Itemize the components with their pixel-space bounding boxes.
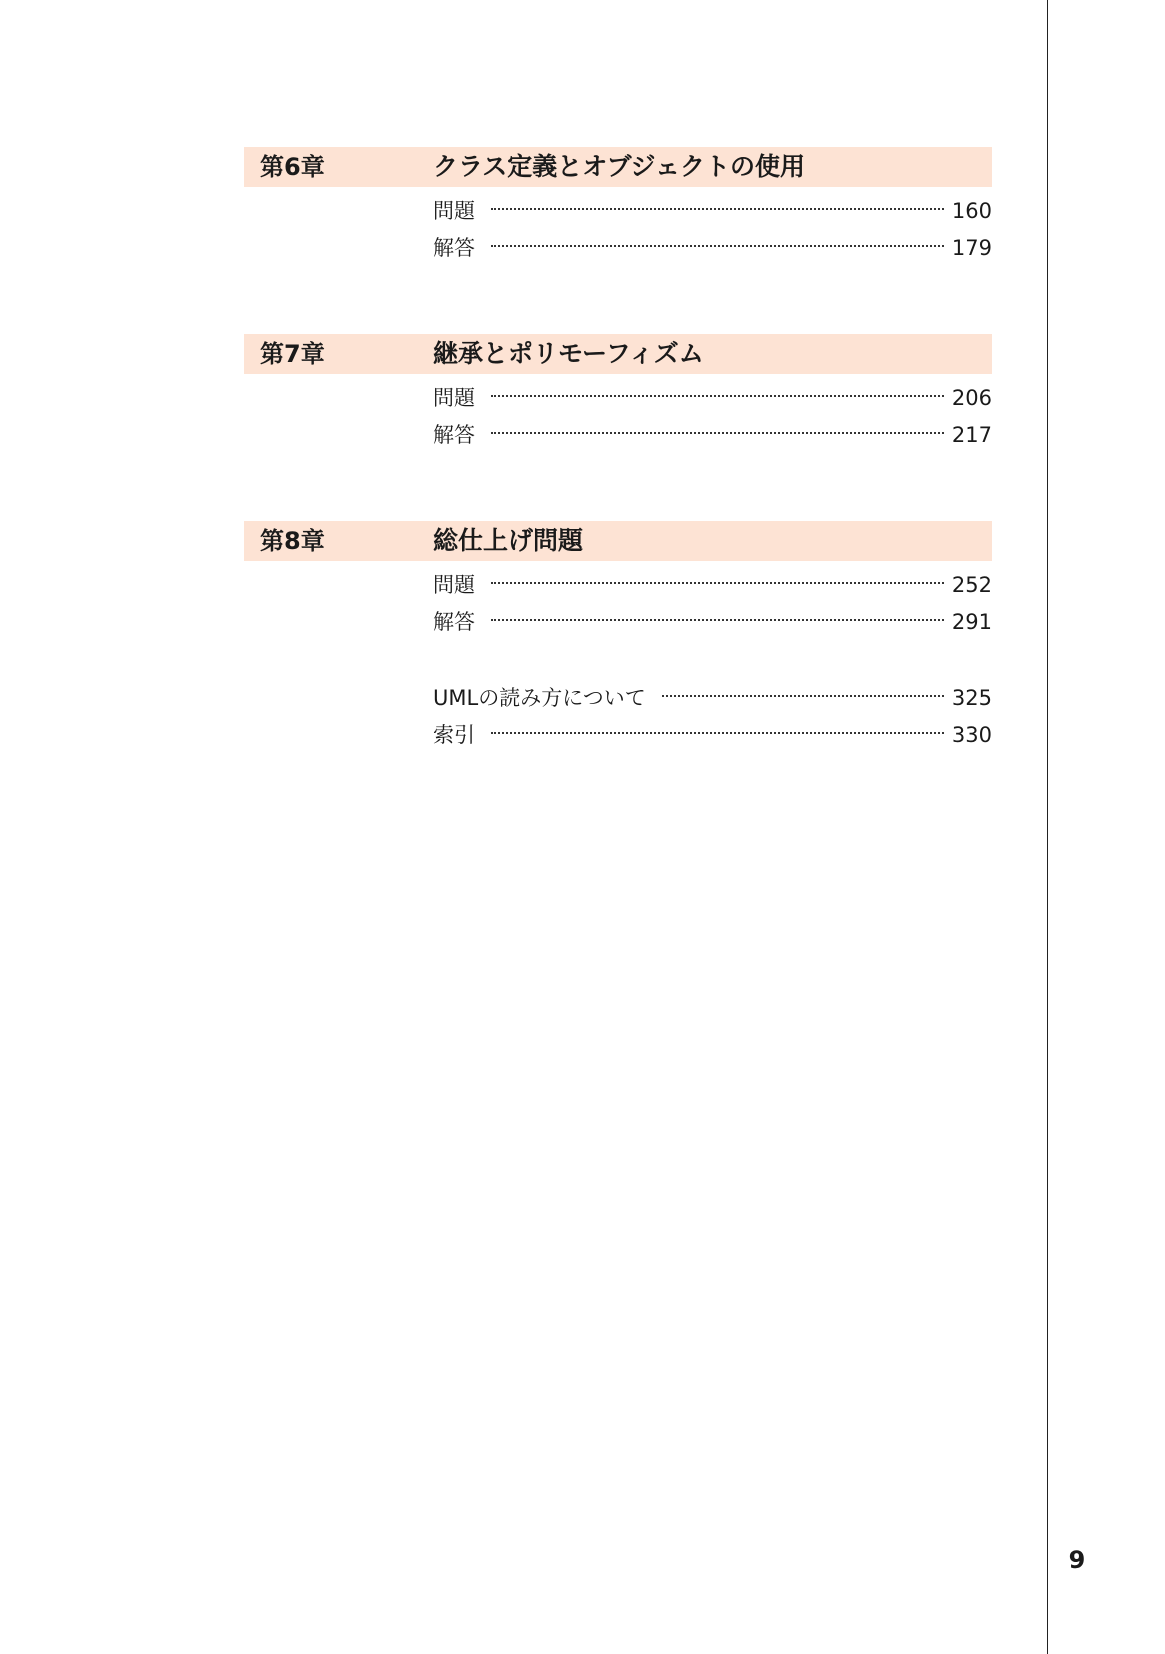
toc-entry-questions[interactable]	[433, 380, 992, 417]
page-edge-rule	[1047, 0, 1048, 1654]
toc-entry-answers[interactable]	[433, 604, 992, 641]
entry-label: 問題	[433, 199, 475, 223]
entry-label: 解答	[433, 423, 475, 447]
entry-page-number: 330	[951, 723, 992, 747]
chapter-8-section	[244, 521, 992, 641]
toc-entry-questions[interactable]	[433, 193, 992, 230]
chapter-6-heading[interactable]	[244, 147, 992, 187]
entry-label: 問題	[433, 573, 475, 597]
dot-leader	[491, 732, 944, 734]
appendix-entries	[433, 680, 992, 754]
dot-leader	[491, 432, 944, 434]
chapter-number: 第6章	[260, 153, 325, 181]
chapter-7-heading[interactable]	[244, 334, 992, 374]
toc-entry-answers[interactable]	[433, 230, 992, 267]
dot-leader	[491, 208, 944, 210]
chapter-7-entries	[433, 380, 992, 454]
chapter-6-section	[244, 147, 992, 267]
dot-leader	[491, 395, 944, 397]
dot-leader	[491, 245, 944, 247]
chapter-6-entries	[433, 193, 992, 267]
entry-page-number: 160	[951, 199, 992, 223]
chapter-title: 総仕上げ問題	[433, 526, 584, 555]
page-number: 9	[1068, 1546, 1086, 1574]
chapter-8-entries	[433, 567, 992, 641]
chapter-title: 継承とポリモーフィズム	[433, 339, 704, 368]
entry-page-number: 291	[951, 610, 992, 634]
chapter-8-heading[interactable]	[244, 521, 992, 561]
dot-leader	[491, 619, 944, 621]
entry-label: 解答	[433, 610, 475, 634]
entry-page-number: 325	[951, 686, 992, 710]
toc-entry-questions[interactable]	[433, 567, 992, 604]
toc-entry-index[interactable]	[433, 717, 992, 754]
entry-label: 索引	[433, 723, 475, 747]
toc-entry-uml-guide[interactable]	[433, 680, 992, 717]
entry-page-number: 217	[951, 423, 992, 447]
chapter-number: 第8章	[260, 527, 325, 555]
entry-page-number: 206	[951, 386, 992, 410]
chapter-number: 第7章	[260, 340, 325, 368]
entry-label: 解答	[433, 236, 475, 260]
entry-label: UMLの読み方について	[433, 686, 646, 710]
entry-page-number: 252	[951, 573, 992, 597]
chapter-title: クラス定義とオブジェクトの使用	[433, 152, 806, 181]
toc-entry-answers[interactable]	[433, 417, 992, 454]
chapter-7-section	[244, 334, 992, 454]
entry-label: 問題	[433, 386, 475, 410]
dot-leader	[662, 695, 944, 697]
entry-page-number: 179	[951, 236, 992, 260]
dot-leader	[491, 582, 944, 584]
